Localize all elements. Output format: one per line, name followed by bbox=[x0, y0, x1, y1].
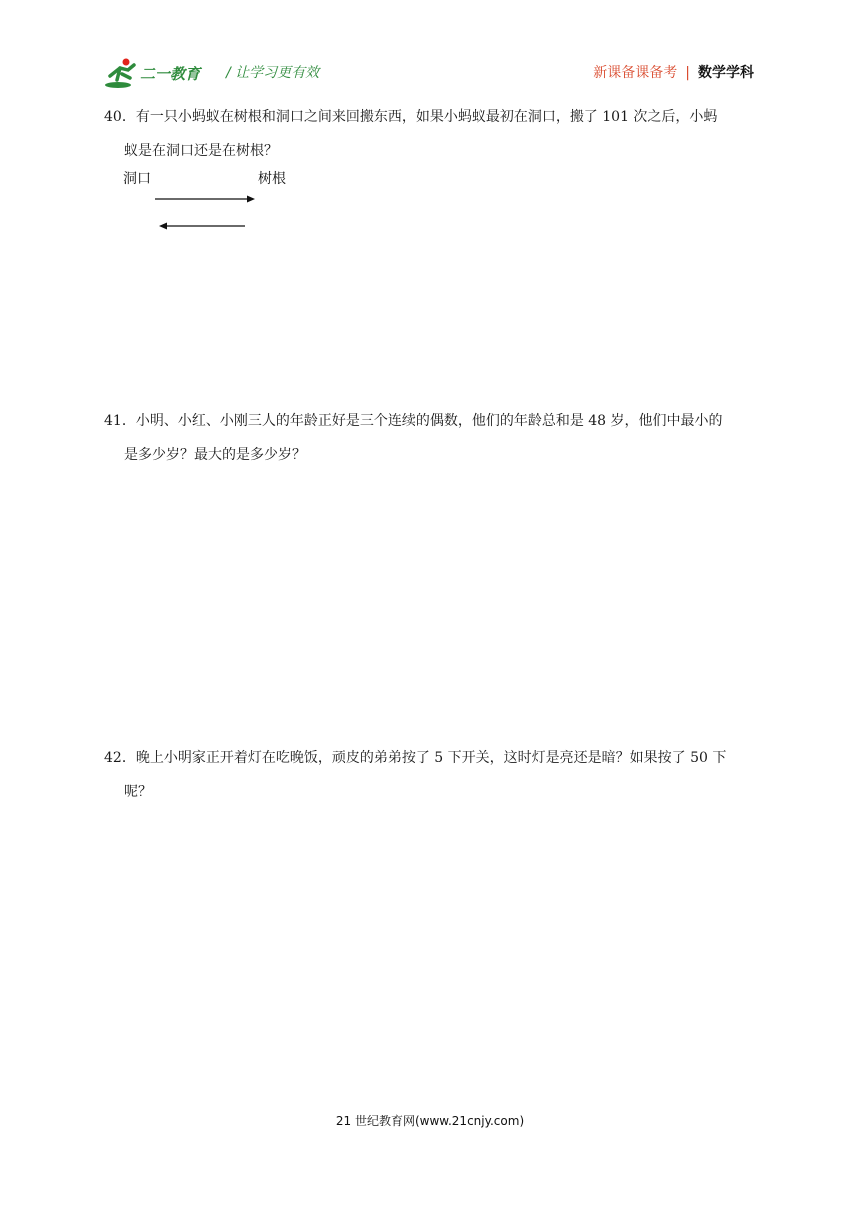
header-right bbox=[593, 62, 754, 82]
arrow-right-head bbox=[247, 196, 255, 203]
header-course-label: 新课备课备考 bbox=[593, 65, 678, 81]
header-separator: | bbox=[685, 65, 690, 81]
diagram-label-hole: 洞口 bbox=[123, 171, 151, 187]
question-40 bbox=[104, 100, 760, 168]
question-41-line1: 41．小明、小红、小刚三人的年龄正好是三个连续的偶数，他们的年龄总和是 48 岁，他们中最小的 bbox=[104, 413, 723, 429]
slogan: / 让学习更有效 bbox=[226, 65, 320, 81]
logo-runner-icon bbox=[104, 56, 216, 90]
question-41 bbox=[104, 404, 760, 472]
question-40-line2: 蚁是在洞口还是在树根？ bbox=[124, 143, 278, 159]
page-footer: 21 世纪教育网(www.21cnjy.com) bbox=[335, 1114, 525, 1128]
question-42 bbox=[104, 741, 760, 809]
question-41-line2: 是多少岁？最大的是多少岁？ bbox=[124, 447, 306, 463]
question-42-line2: 呢？ bbox=[124, 784, 152, 800]
arrow-left-head bbox=[159, 223, 167, 230]
diagram-arrows bbox=[120, 168, 310, 238]
logo bbox=[104, 56, 216, 90]
page-header bbox=[0, 0, 860, 100]
question-40-line1: 40．有一只小蚂蚁在树根和洞口之间来回搬东西，如果小蚂蚁最初在洞口，搬了 101 次之后，小蚂 bbox=[104, 109, 718, 125]
diagram-label-root: 树根 bbox=[258, 171, 286, 187]
logo-text: 二一教育 bbox=[140, 65, 201, 83]
ant-path-diagram bbox=[120, 168, 310, 238]
header-subject-label: 数学学科 bbox=[698, 65, 754, 81]
question-42-line1: 42．晚上小明家正开着灯在吃晚饭，顽皮的弟弟按了 5 下开关，这时灯是亮还是暗？如果按了 50 下 bbox=[104, 750, 727, 766]
